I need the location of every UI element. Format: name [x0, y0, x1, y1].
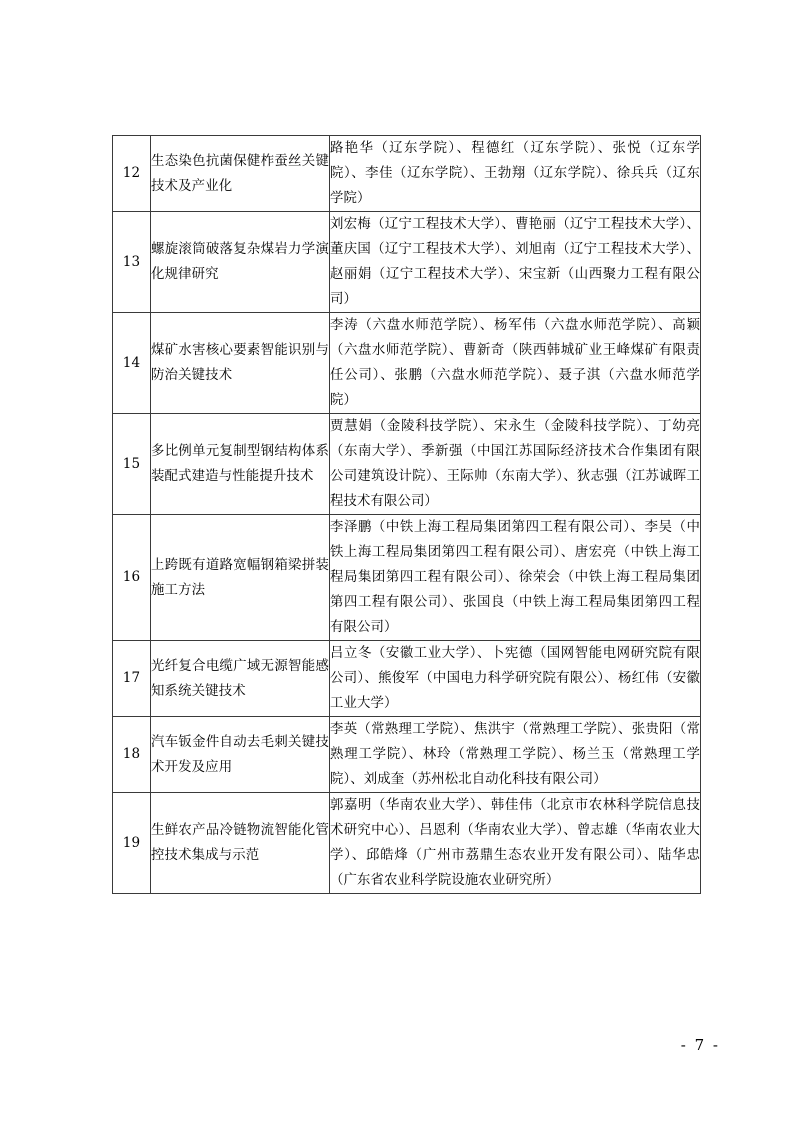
row-index-cell: 13	[113, 212, 151, 313]
contributors-cell: 李英（常熟理工学院）、焦洪宇（常熟理工学院）、张贵阳（常熟理工学院）、林玲（常熟理工学院）、杨兰玉（常熟理工学院）、刘成奎（苏州松北自动化科技有限公司）	[330, 717, 701, 793]
award-project-table	[112, 135, 701, 894]
contributors-cell: 路艳华（辽东学院）、程德红（辽东学院）、张悦（辽东学院）、李佳（辽东学院）、王勃翔（辽东学院）、徐兵兵（辽东学院）	[330, 136, 701, 212]
table-row	[113, 641, 701, 717]
table-row	[113, 414, 701, 515]
row-index-cell: 16	[113, 515, 151, 641]
project-title-cell: 生态染色抗菌保健柞蚕丝关键技术及产业化	[151, 136, 330, 212]
row-index-cell: 17	[113, 641, 151, 717]
contributors-cell: 贾慧娟（金陵科技学院）、宋永生（金陵科技学院）、丁幼亮（东南大学）、季新强（中国江苏国际经济技术合作集团有限公司建筑设计院）、王际帅（东南大学）、狄志强（江苏诚晖工程技术有限公司）	[330, 414, 701, 515]
page-number: - 7 -	[680, 1036, 720, 1054]
contributors-cell: 李涛（六盘水师范学院）、杨军伟（六盘水师范学院）、高颖（六盘水师范学院）、曹新奇（陕西韩城矿业王峰煤矿有限责任公司）、张鹏（六盘水师范学院）、聂子淇（六盘水师范学院）	[330, 313, 701, 414]
project-title-cell: 煤矿水害核心要素智能识别与防治关键技术	[151, 313, 330, 414]
table-body	[113, 136, 701, 894]
table-row	[113, 515, 701, 641]
table-row	[113, 212, 701, 313]
row-index-cell: 14	[113, 313, 151, 414]
contributors-cell: 刘宏梅（辽宁工程技术大学）、曹艳丽（辽宁工程技术大学）、董庆国（辽宁工程技术大学）、刘旭南（辽宁工程技术大学）、赵丽娟（辽宁工程技术大学）、宋宝新（山西聚力工程有限公司）	[330, 212, 701, 313]
project-title-cell: 上跨既有道路宽幅钢箱梁拼装施工方法	[151, 515, 330, 641]
row-index-cell: 19	[113, 793, 151, 894]
project-title-cell: 光纤复合电缆广域无源智能感知系统关键技术	[151, 641, 330, 717]
row-index-cell: 18	[113, 717, 151, 793]
project-title-cell: 多比例单元复制型钢结构体系装配式建造与性能提升技术	[151, 414, 330, 515]
row-index-cell: 15	[113, 414, 151, 515]
project-title-cell: 生鲜农产品冷链物流智能化管控技术集成与示范	[151, 793, 330, 894]
row-index-cell: 12	[113, 136, 151, 212]
contributors-cell: 郭嘉明（华南农业大学）、韩佳伟（北京市农林科学院信息技术研究中心）、吕恩利（华南农业大学）、曾志雄（华南农业大学）、邱皓烽（广州市荔鼎生态农业开发有限公司）、陆华忠（广东省农业科学院设施农业研究所）	[330, 793, 701, 894]
table-row	[113, 313, 701, 414]
project-title-cell: 螺旋滚筒破落复杂煤岩力学演化规律研究	[151, 212, 330, 313]
table-row	[113, 136, 701, 212]
table-row	[113, 717, 701, 793]
table-row	[113, 793, 701, 894]
contributors-cell: 吕立冬（安徽工业大学）、卜宪德（国网智能电网研究院有限公司）、熊俊军（中国电力科学研究院有限公）、杨红伟（安徽工业大学）	[330, 641, 701, 717]
project-title-cell: 汽车钣金件自动去毛刺关键技术开发及应用	[151, 717, 330, 793]
contributors-cell: 李泽鹏（中铁上海工程局集团第四工程有限公司）、李吴（中铁上海工程局集团第四工程有限公司）、唐宏亮（中铁上海工程局集团第四工程有限公司）、徐荣会（中铁上海工程局集团第四工程有限公司）、张国良（中铁上海工程局集团第四工程有限公司）	[330, 515, 701, 641]
